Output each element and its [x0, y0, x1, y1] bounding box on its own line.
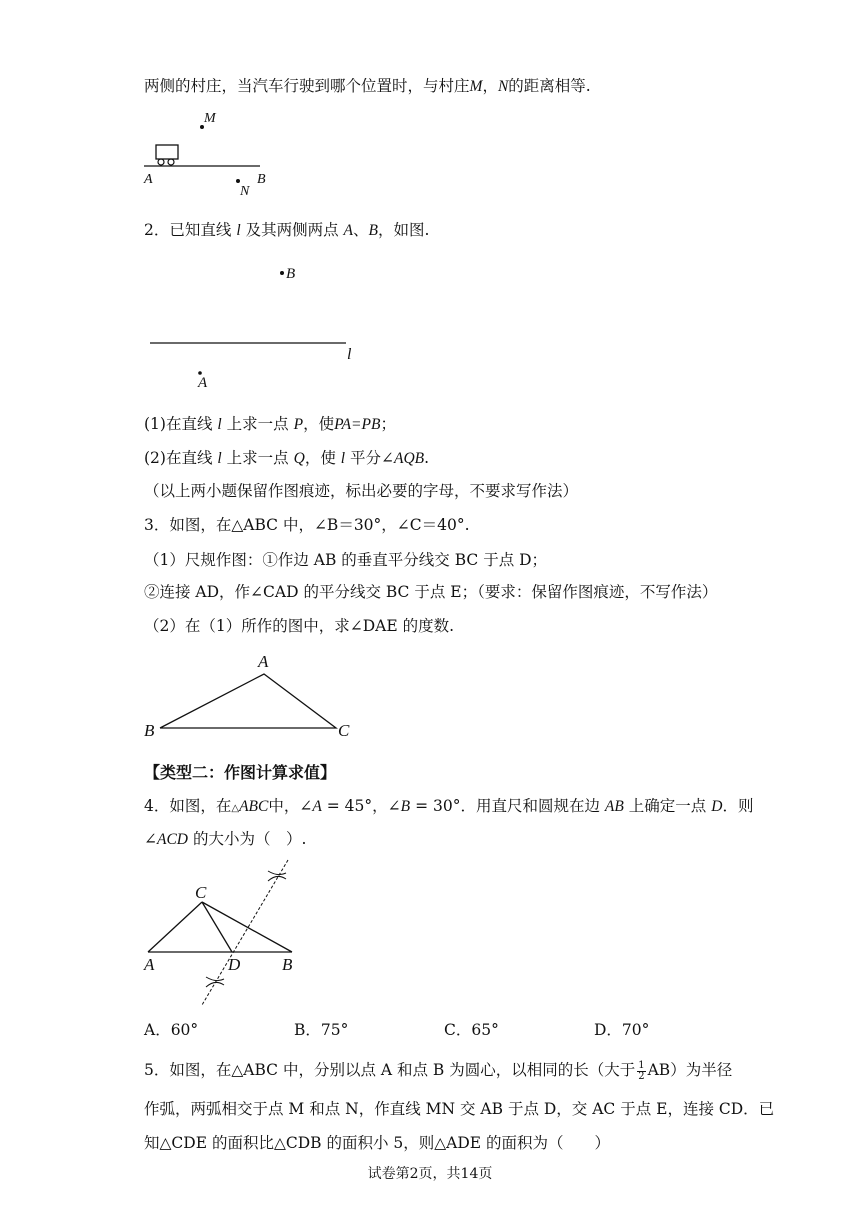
- fraction-half: $\frac{1}{2}$: [638, 1059, 645, 1082]
- text-line-1: 两侧的村庄，当汽车行驶到哪个位置时，与村庄M，N的距离相等.: [144, 77, 591, 95]
- label-d: D: [228, 955, 241, 974]
- label-c: C: [195, 883, 207, 902]
- option-c[interactable]: C．65°: [444, 1021, 499, 1039]
- figure-car-road: [140, 105, 280, 200]
- question-5-line-3: 知△CDE 的面积比△CDB 的面积小 5，则△ADE 的面积为（ ）: [144, 1134, 611, 1152]
- option-d[interactable]: D．70°: [594, 1021, 650, 1039]
- note: （以上两小题保留作图痕迹，标出必要的字母，不要求写作法）: [144, 482, 579, 500]
- question-2: 2．已知直线 l 及其两侧两点 A、B，如图.: [144, 221, 430, 239]
- label-a: A: [144, 955, 155, 974]
- label-c: C: [338, 721, 350, 740]
- label-b: B: [282, 955, 293, 974]
- question-5: 5．如图，在△ABC 中，分别以点 A 和点 B 为圆心，以相同的长（大于 $\frac{1}{2}$ AB）为半径: [144, 1059, 733, 1082]
- question-4: 4．如图，在△ABC中，∠A = 45°，∠B = 30°．用直尺和圆规在边 AB 上确定一点 D．则: [144, 797, 754, 815]
- question-3-part-2: （2）在（1）所作的图中，求∠DAE 的度数.: [144, 617, 455, 635]
- label-b: B: [286, 266, 296, 282]
- question-5-line-2: 作弧，两弧相交于点 M 和点 N，作直线 MN 交 AB 于点 D，交 AC 于点 E，连接 CD．已: [144, 1100, 775, 1118]
- label-a: A: [144, 172, 153, 187]
- part-1: (1)在直线 l 上求一点 P，使PA=PB；: [144, 415, 396, 433]
- figure-triangle-bisector: [140, 855, 320, 1015]
- part-2: (2)在直线 l 上求一点 Q，使 l 平分∠AQB.: [144, 449, 430, 467]
- label-a: A: [258, 652, 269, 671]
- question-3: 3．如图，在△ABC 中，∠B＝30°，∠C＝40°.: [144, 516, 470, 534]
- question-3-part-1: （1）尺规作图：①作边 AB 的垂直平分线交 BC 于点 D；: [144, 551, 548, 569]
- label-b: B: [257, 172, 266, 187]
- label-b: B: [144, 721, 155, 740]
- page-footer: 试卷第2页，共14页: [367, 1166, 493, 1182]
- option-a[interactable]: A．60°: [144, 1021, 199, 1039]
- question-3-part-1b: ②连接 AD，作∠CAD 的平分线交 BC 于点 E；（要求：保留作图痕迹，不写作法）: [144, 583, 718, 601]
- option-b[interactable]: B．75°: [294, 1021, 349, 1039]
- section-heading: 【类型二：作图计算求值】: [144, 763, 337, 782]
- figure-line-l: [140, 255, 380, 395]
- figure-triangle-abc: [140, 648, 370, 743]
- label-l: l: [347, 346, 352, 363]
- label-m: M: [204, 111, 216, 126]
- label-n: N: [240, 184, 250, 199]
- label-a: A: [198, 375, 208, 391]
- question-4b: ∠ACD 的大小为（ ）.: [144, 830, 307, 848]
